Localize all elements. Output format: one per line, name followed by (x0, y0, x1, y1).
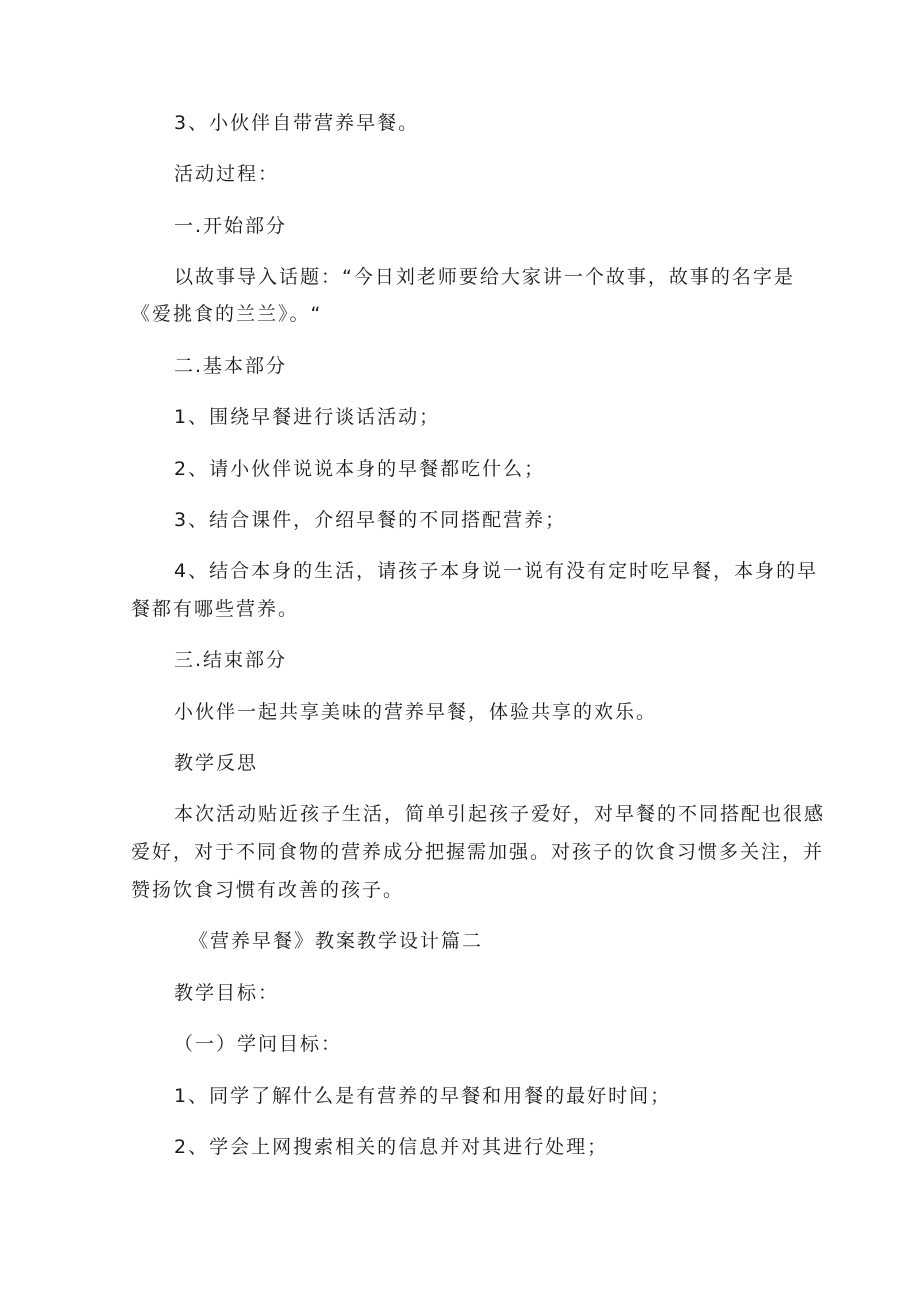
list-item: 4、结合本身的生活，请孩子本身说一说有没有定时吃早餐，本身的早 (174, 560, 819, 582)
list-item: 3、结合课件，介绍早餐的不同搭配营养； (174, 509, 567, 531)
section-heading: 教学反思 (174, 752, 259, 774)
text-line: 3、小伙伴自带营养早餐。 (174, 112, 420, 134)
text-line: 小伙伴一起共享美味的营养早餐，体验共享的欢乐。 (174, 701, 658, 723)
section-heading: 三.结束部分 (174, 649, 288, 671)
section-heading: 二.基本部分 (174, 355, 288, 377)
text-line: 本次活动贴近孩子生活，简单引起孩子爱好，对早餐的不同搭配也很感 (174, 803, 826, 825)
text-line: 爱好，对于不同食物的营养成分把握需加强。对孩子的饮食习惯多关注，并 (131, 841, 825, 863)
section-title: 《营养早餐》教案教学设计篇二 (189, 930, 484, 952)
list-item: 1、同学了解什么是有营养的早餐和用餐的最好时间； (174, 1085, 672, 1107)
text-line: 活动过程： (174, 163, 280, 185)
section-heading: （一）学问目标： (174, 1033, 343, 1055)
section-heading: 教学目标： (174, 982, 280, 1004)
text-line: 以故事导入话题：“今日刘老师要给大家讲一个故事，故事的名字是 (174, 266, 795, 288)
list-item: 2、学会上网搜索相关的信息并对其进行处理； (174, 1136, 609, 1158)
text-line: 餐都有哪些营养。 (131, 598, 300, 620)
text-line: 赞扬饮食习惯有改善的孩子。 (131, 879, 405, 901)
list-item: 2、请小伙伴说说本身的早餐都吃什么； (174, 458, 546, 480)
list-item: 1、围绕早餐进行谈话活动； (174, 406, 441, 428)
section-heading: 一.开始部分 (174, 215, 288, 237)
text-line: 《爱挑食的兰兰》。“ (131, 303, 323, 325)
